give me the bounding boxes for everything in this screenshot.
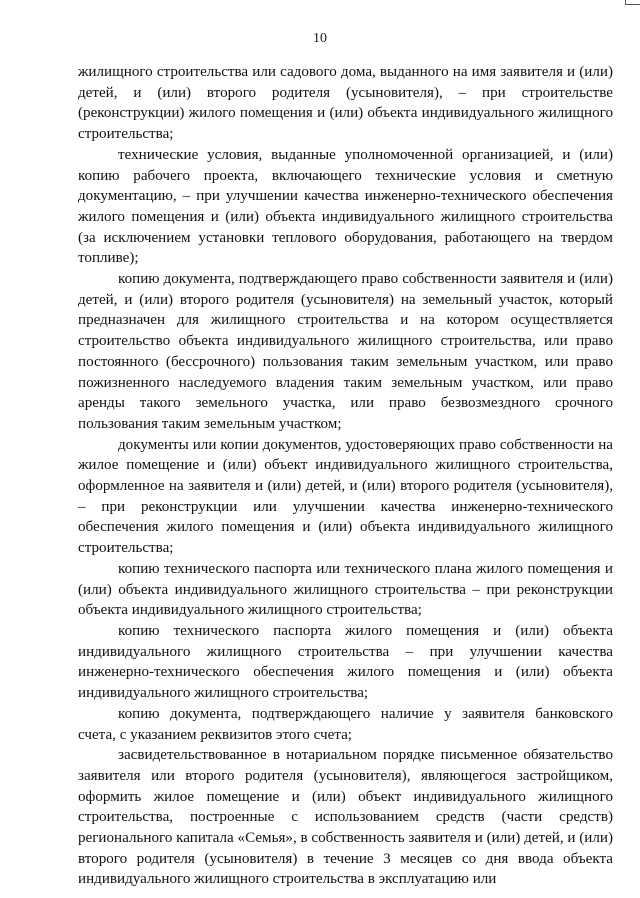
scan-corner-mark xyxy=(625,0,640,5)
paragraph-technical-passport-reconstruction: копию технического паспорта или технического плана жилого помещения и (или) объекта индивидуального жилищного строительства – при реконструкции объекта индивидуального жилищного строительства; xyxy=(78,560,613,619)
paragraph-property-documents: документы или копии документов, удостоверяющих право собственности на жилое помещение и (или) объект индивидуального жилищного строительства, оформленное на заявителя и (или) детей, и (или) второго родителя (усыновителя), – при реконструкции или улучшении качества инженерно-технического обеспечения жилого помещения и (или) объекта индивидуального жилищного строительства; xyxy=(78,436,613,557)
page-number: 10 xyxy=(313,31,327,46)
paragraph-technical-conditions: технические условия, выданные уполномоченной организацией, и (или) копию рабочего проекта, включающего технические условия и сметную документацию, – при улучшении качества инженерно-технического обеспечения жилого помещения и (или) объекта индивидуального жилищного строительства (за исключением установки теплового оборудования, работающего на твердом топливе); xyxy=(78,146,613,267)
paragraph-notarized-obligation: засвидетельствованное в нотариальном порядке письменное обязательство заявителя или второго родителя (усыновителя), являющегося застройщиком, оформить жилое помещение и (или) объект индивидуального жилищного строительства, построенные с использованием средств (части средств) регионального капитала «Семья», в собственность заявителя и (или) детей, и (или) второго родителя (усыновителя) в течение 3 месяцев со дня ввода объекта индивидуального жилищного строительства в эксплуатацию или xyxy=(78,747,613,888)
paragraph-continuation: жилищного строительства или садового дома, выданного на имя заявителя и (или) детей, и (или) второго родителя (усыновителя), – при строительстве (реконструкции) жилого помещения и (или) объекта индивидуального жилищного строительства; xyxy=(78,64,613,143)
paragraph-land-ownership: копию документа, подтверждающего право собственности заявителя и (или) детей, и (или) второго родителя (усыновителя) на земельный участок, который предназначен для жилищного строительства и на котором осуществляется строительство объекта индивидуального жилищного строительства, или право постоянного (бессрочного) пользования таким земельным участком, или право пожизненного наследуемого владения таким земельным участком, или право аренды такого земельного участка, или право безвозмездного срочного пользования таким земельным участком; xyxy=(78,271,613,432)
document-body xyxy=(78,62,613,890)
paragraph-technical-passport-improvement: копию технического паспорта жилого помещения и (или) объекта индивидуального жилищного строительства – при улучшении качества инженерно-технического обеспечения жилого помещения и (или) объекта индивидуального жилищного строительства; xyxy=(78,622,613,702)
paragraph-bank-account: копию документа, подтверждающего наличие у заявителя банковского счета, с указанием реквизитов этого счета; xyxy=(78,705,613,743)
